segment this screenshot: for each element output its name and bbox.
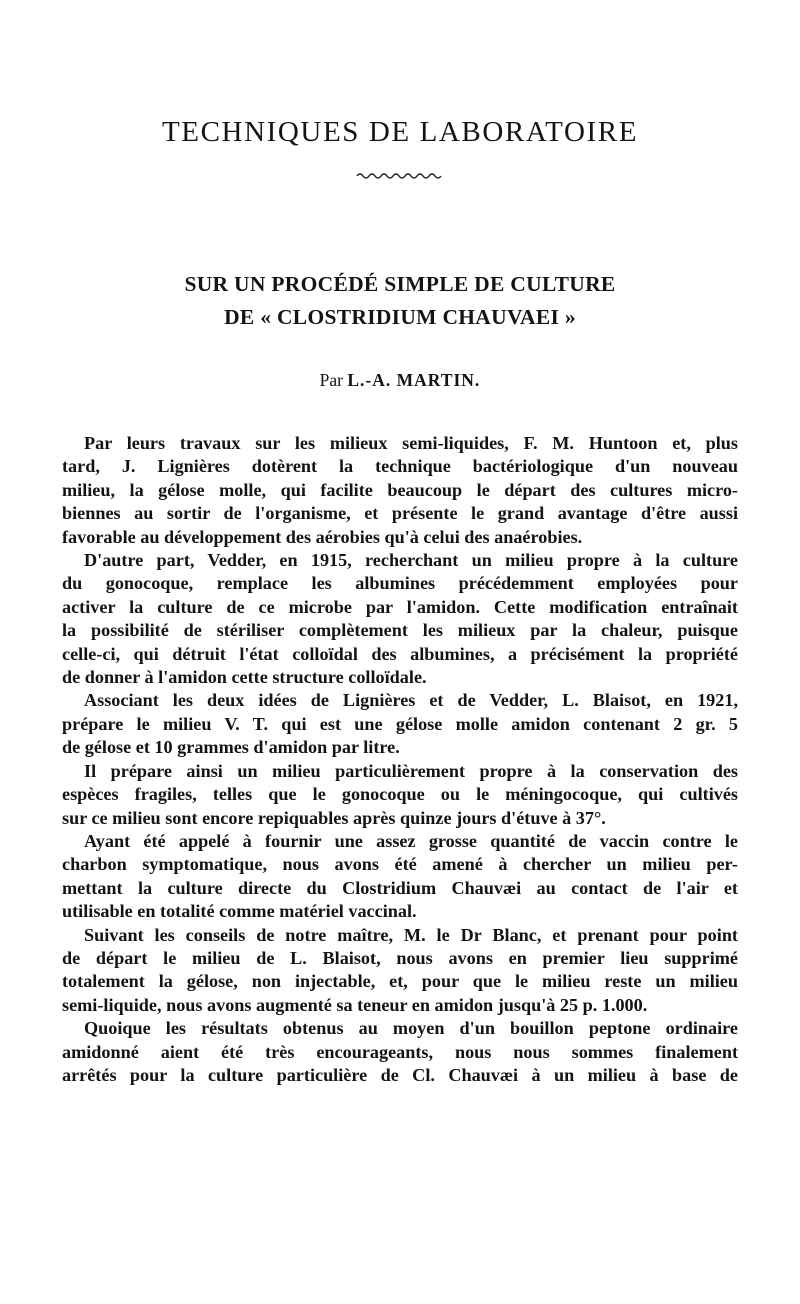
text-line: amidonné aient été très encourageants, nous nous sommes finalement [62,1041,738,1062]
text-line: Il prépare ainsi un milieu particulièrement propre à la conservation des [84,760,738,781]
text-line: de donner à l'amidon cette structure colloïdale. [62,667,427,688]
byline-prefix: Par [319,370,343,390]
text-line: Quoique les résultats obtenus au moyen d'un bouillon peptone ordinaire [84,1018,738,1039]
text-line: D'autre part, Vedder, en 1915, recherchant un milieu propre à la culture [84,550,738,571]
text-line: utilisable en totalité comme matériel vaccinal. [62,901,417,922]
paragraph [62,760,738,830]
paragraph [62,549,738,689]
paragraph [62,1017,738,1087]
article-title-line2: DE « CLOSTRIDIUM CHAUVAEI » [224,305,576,329]
text-line: milieu, la gélose molle, qui facilite beaucoup le départ des cultures micro- [62,479,738,500]
text-line: biennes au sortir de l'organisme, et présente le grand avantage d'être aussi [62,503,738,524]
text-line: tard, J. Lignières dotèrent la technique bactériologique d'un nouveau [62,456,738,477]
text-line: espèces fragiles, telles que le gonocoque ou le méningocoque, qui cultivés [62,784,738,805]
section-title: TECHNIQUES DE LABORATOIRE [161,116,639,148]
paragraph [62,830,738,924]
text-line: celle-ci, qui détruit l'état colloïdal des albumines, a précisément la propriété [62,643,738,664]
text-line: Ayant été appelé à fournir une assez grosse quantité de vaccin contre le [84,830,738,851]
text-line: arrêtés pour la culture particulière de Cl. Chauvæi à un milieu à base de [62,1064,738,1085]
text-line: de gélose et 10 grammes d'amidon par litre. [62,737,400,758]
article-title-line1: SUR UN PROCÉDÉ SIMPLE DE CULTURE [184,272,616,296]
wavy-ornament-divider [355,170,445,182]
text-line: prépare le milieu V. T. qui est une gélose molle amidon contenant 2 gr. 5 [62,713,738,734]
text-line: Suivant les conseils de notre maître, M. le Dr Blanc, et prenant pour point [84,924,738,945]
text-line: semi-liquide, nous avons augmenté sa teneur en amidon jusqu'à 25 p. 1.000. [62,994,648,1015]
article-title [62,268,738,334]
byline [62,370,738,391]
text-line: la possibilité de stériliser complètement les milieux par la chaleur, puisque [62,620,738,641]
text-line: charbon symptomatique, nous avons été amené à chercher un milieu per- [62,854,738,875]
text-line: de départ le milieu de L. Blaisot, nous avons en premier lieu supprimé [62,947,738,968]
paragraph [62,432,738,549]
paragraph [62,689,738,759]
text-line: totalement la gélose, non injectable, et, pour que le milieu reste un milieu [62,971,738,992]
paragraph [62,924,738,1018]
text-line: Associant les deux idées de Lignières et de Vedder, L. Blaisot, en 1921, [84,690,738,711]
text-line: activer la culture de ce microbe par l'amidon. Cette modification entraînait [62,596,738,617]
text-line: mettant la culture directe du Clostridium Chauvæi au contact de l'air et [62,877,738,898]
article-body [62,432,738,1087]
text-line: du gonocoque, remplace les albumines précédemment employées pour [62,573,738,594]
text-line: sur ce milieu sont encore repiquables après quinze jours d'étuve à 37°. [62,807,606,828]
text-line: Par leurs travaux sur les milieux semi-liquides, F. M. Huntoon et, plus [84,433,738,453]
text-line: favorable au développement des aérobies qu'à celui des anaérobies. [62,526,583,547]
byline-author: L.-A. MARTIN. [347,370,481,390]
